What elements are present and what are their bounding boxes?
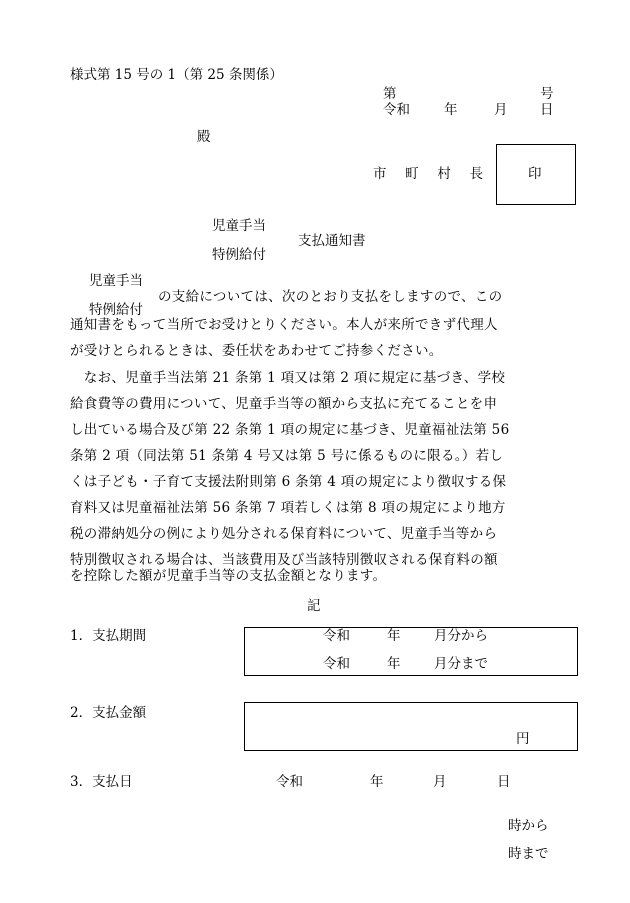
paydate-tsuki: 月: [433, 774, 447, 790]
title-line2: 特例給付: [212, 247, 266, 263]
issuer-name: [373, 165, 483, 183]
body-line: を控除した額が児童手当等の支払金額となります。: [70, 568, 387, 584]
paydate-hi: 日: [497, 774, 511, 790]
date-label: 3．支払日: [70, 774, 133, 790]
title-line1: 児童手当: [212, 218, 266, 234]
body-prefix2: 特例給付: [89, 302, 143, 318]
time-from: 時から: [508, 818, 549, 834]
period-to-nen: 年: [387, 656, 401, 672]
date-hi: 日: [540, 102, 554, 118]
body-line: くは子ども・子育て支援法附則第 6 条第 4 項の規定により徴収する保: [70, 474, 507, 490]
addressee-suffix: 殿: [197, 129, 211, 145]
period-from-nen: 年: [387, 628, 401, 644]
body-line-1: の支給については、次のとおり支払をしますので、この: [158, 289, 503, 305]
number-dai: 第: [383, 86, 397, 102]
body-line: し出ている場合及び第 22 条第 1 項の規定に基づき、児童福祉法第 56: [70, 422, 510, 438]
body-line: 条第 2 項（同法第 51 条第 4 号又は第 5 号に係るものに限る。）若し: [70, 448, 504, 464]
date-nen: 年: [444, 102, 458, 118]
time-to: 時まで: [508, 846, 549, 862]
date-reiwa: 令和: [383, 102, 410, 118]
body-prefix1: 児童手当: [89, 273, 143, 289]
issuer-char: 市: [373, 166, 387, 182]
body-line: 税の滞納処分の例により処分される保育料について、児童手当等から: [70, 526, 498, 542]
period-from: 月分から: [434, 628, 488, 644]
body-line: 給食費等の費用について、児童手当等の額から支払に充てることを申: [70, 396, 498, 412]
period-box: [244, 627, 578, 676]
seal-label: 印: [528, 166, 542, 182]
period-label: 1．支払期間: [70, 628, 147, 644]
period-to-reiwa: 令和: [323, 656, 350, 672]
form-number: 様式第 15 号の 1（第 25 条関係）: [70, 67, 283, 83]
body-line: 育料又は児童福祉法第 56 条第 7 項若しくは第 8 項の規定により地方: [70, 500, 506, 516]
paydate-nen: 年: [370, 774, 384, 790]
number-go: 号: [540, 86, 554, 102]
page-title: 支払通知書: [298, 233, 366, 249]
body-line: なお、児童手当法第 21 条第 1 項又は第 2 項に規定に基づき、学校: [70, 370, 506, 386]
body-line: 通知書をもって当所でお受けとりください。本人が来所できず代理人: [70, 317, 498, 333]
amount-yen: 円: [516, 731, 530, 747]
period-to: 月分まで: [434, 656, 488, 672]
issuer-char: 村: [437, 166, 451, 182]
body-line: が受けとられるときは、委任状をあわせてご持参ください。: [70, 343, 443, 359]
body-line: 特別徴収される場合は、当該費用及び当該特別徴収される保育料の額: [70, 552, 498, 568]
ki-heading: 記: [307, 598, 321, 614]
paydate-reiwa: 令和: [276, 774, 303, 790]
date-tsuki: 月: [494, 102, 508, 118]
issuer-char: 町: [405, 166, 419, 182]
issuer-char: 長: [469, 166, 483, 182]
amount-label: 2．支払金額: [70, 705, 147, 721]
period-from-reiwa: 令和: [323, 628, 350, 644]
